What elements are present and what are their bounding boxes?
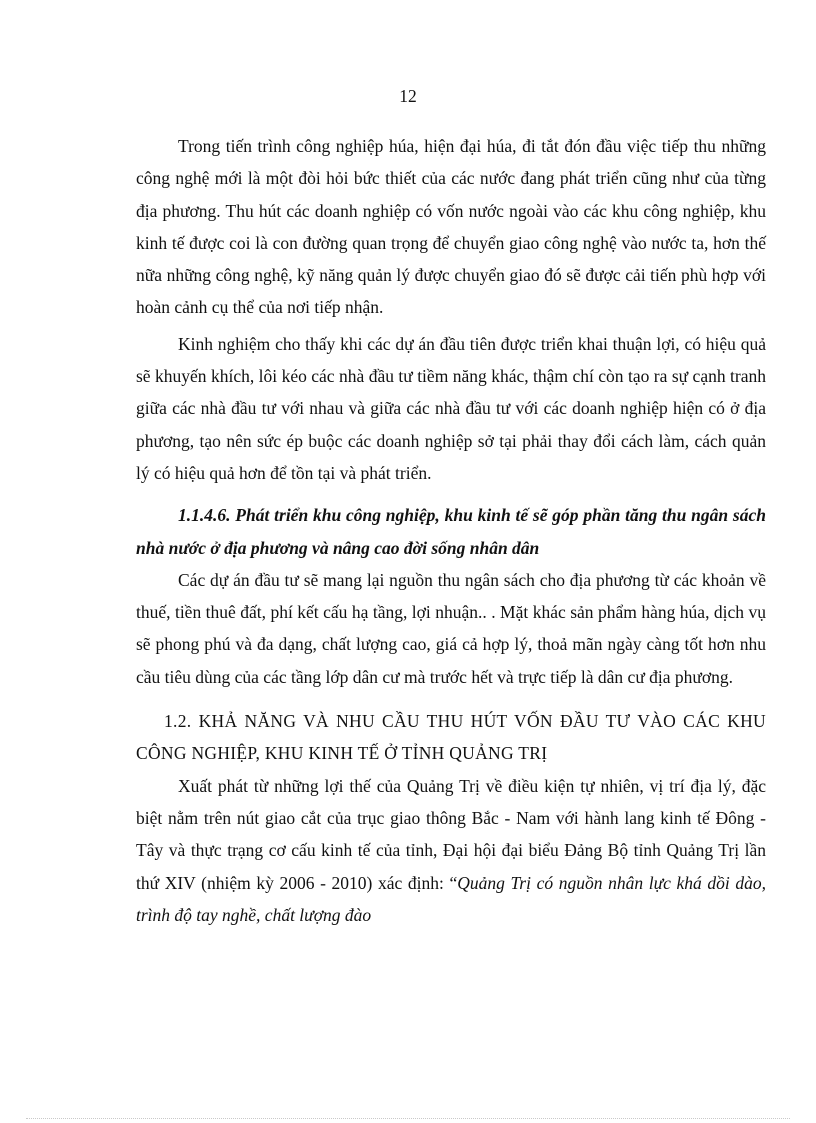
paragraph-quang-tri-advantages <box>136 770 766 931</box>
section-heading-1-2: 1.2. KHẢ NĂNG VÀ NHU CẦU THU HÚT VỐN ĐẦU TƯ VÀO CÁC KHU CÔNG NGHIỆP, KHU KINH TẾ Ở TỈNH QUẢNG TRỊ <box>136 711 766 764</box>
paragraph-quote-text: Quảng Trị có nguồn nhân lực khá dồi dào, trình độ tay nghề, chất lượng đào <box>136 872 767 925</box>
page-number: 12 <box>399 86 417 106</box>
section-heading-1-1-4-6: 1.1.4.6. Phát triển khu công nghiệp, khu kinh tế sẽ góp phần tăng thu ngân sách nhà nước ở địa phương và nâng cao đời sống nhân dân <box>136 505 766 558</box>
body-text <box>136 130 766 931</box>
paragraph-plain-text: Xuất phát từ những lợi thế của Quảng Trị về điều kiện tự nhiên, vị trí địa lý, đặc biệt nằm trên nút giao cắt của trục giao thông Bắc - Nam với hành lang kinh tế Đông - Tây và thực trạng cơ cấu kinh tế của tỉnh, Đại hội đại biểu Đảng Bộ tỉnh Quảng Trị lần thứ XIV (nhiệm kỳ 2006 - 2010) xác định: “ <box>136 775 766 893</box>
paragraph-budget-revenue: Các dự án đầu tư sẽ mang lại nguồn thu ngân sách cho địa phương từ các khoản về thuế, tiền thuê đất, phí kết cấu hạ tầng, lợi nhuận.. . Mặt khác sản phẩm hàng húa, dịch vụ sẽ phong phú và đa dạng, chất lượng cao, giá cả hợp lý, thoả mãn ngày càng tốt hơn nhu cầu tiêu dùng của các tầng lớp dân cư mà trước hết và trực tiếp là dân cư địa phương. <box>136 569 766 687</box>
paragraph-technology-transfer: Trong tiến trình công nghiệp húa, hiện đại húa, đi tắt đón đầu việc tiếp thu những công nghệ mới là một đòi hỏi bức thiết của các nước đang phát triển cũng như của từng địa phương. Thu hút các doanh nghiệp có vốn nước ngoài vào các khu công nghiệp, khu kinh tế được coi là con đường quan trọng để chuyển giao công nghệ vào nước ta, hơn thế nữa những công nghệ, kỹ năng quản lý được chuyển giao đó sẽ được cải tiến phù hợp với hoàn cảnh cụ thể của nơi tiếp nhận. <box>136 136 766 318</box>
paragraph-investor-experience: Kinh nghiệm cho thấy khi các dự án đầu tiên được triển khai thuận lợi, có hiệu quả sẽ khuyến khích, lôi kéo các nhà đầu tư tiềm năng khác, thậm chí còn tạo ra sự cạnh tranh giữa các nhà đầu tư với nhau và giữa các nhà đầu tư với các doanh nghiệp hiện có ở địa phương, tạo nên sức ép buộc các doanh nghiệp sở tại phải thay đổi cách làm, cách quản lý có hiệu quả hơn để tồn tại và phát triển. <box>136 333 766 483</box>
footer-divider <box>26 1118 790 1119</box>
